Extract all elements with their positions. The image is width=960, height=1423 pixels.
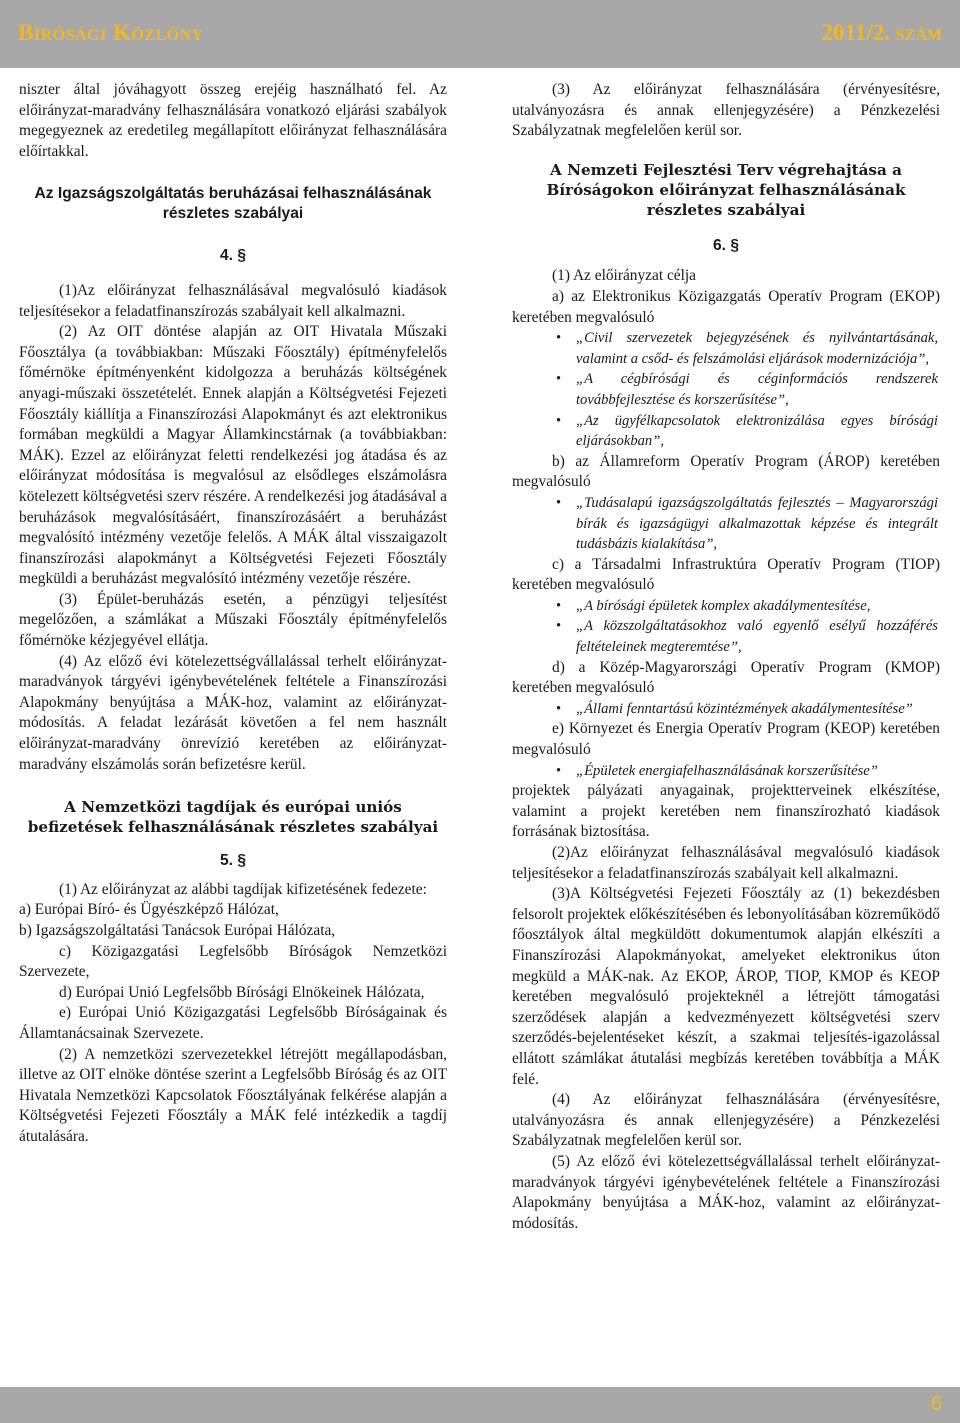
list-item: c) Közigazgatási Legfelsőbb Bíróságok Nemzetközi Szervezete,	[19, 942, 447, 981]
paragraph: (3) Az előirányzat felhasználására (érvényesítésre, utalványozásra és annak ellenjegyzésére) a Pénzkezelési Szabályzatnak megfelelően kerül sor.	[512, 81, 940, 140]
list-item: a) Európai Bíró- és Ügyészképző Hálózat,	[19, 901, 279, 919]
page-footer	[0, 1387, 960, 1423]
bullet-item: • „Tudásalapú igazságszolgáltatás fejlesztés – Magyarországi bírák és igazságügyi alkalmazottak képzése és integrált tudásbázis kialakítása”,	[512, 493, 940, 555]
section-title: A Nemzetközi tagdíjak és európai uniós befizetések felhasználásának részletes szabályai	[27, 798, 439, 837]
paragraph: (5) Az előző évi kötelezettségvállalással terhelt előirányzat-maradványok tárgyévi igénybevételének feltétele a Finanszírozási Alapokmány benyújtása a MÁK-hoz, valamint az előirányzat-módosítás.	[512, 1152, 940, 1232]
bullet-list	[512, 761, 940, 782]
paragraph: (1)Az előirányzat felhasználásával megvalósuló kiadások teljesítésekor a feladatfinanszírozás szabályait kell alkalmazni.	[19, 281, 447, 320]
paragraph: (4) Az előző évi kötelezettségvállalással terhelt előirányzat-maradványok tárgyévi igénybevételének feltétele a Finanszírozási Alapokmány benyújtása a MÁK-hoz, valamint az előirányzat-módosítás. A feladat lezárását követően a fel nem használt előirányzat-maradvány önrevízió keretében az előirányzat-maradvány elszámolás során befizetésre kerül.	[19, 652, 447, 773]
bullet-list	[512, 596, 940, 658]
issue-number: 2011/2. szám	[821, 20, 942, 45]
journal-title: Bírósági Közlöny	[18, 20, 204, 45]
list-item: a) az Elektronikus Közigazgatás Operatív Program (EKOP) keretében megvalósuló	[512, 287, 940, 326]
bullet-item: • „Civil szervezetek bejegyzésének és nyilvántartásának, valamint a csőd- és felszámolási eljárások modernizációja”,	[512, 328, 940, 369]
paragraph: (3)A Költségvetési Fejezeti Főosztály az (1) bekezdésben felsorolt projektek előkészítésében és lebonyolításában közreműködő főosztályok által megküldött dokumentumok alapján elkészíti a Finanszírozási Alapokmányokat, amelyeket elektronikus úton megküld a MÁK-nak. Az EKOP, ÁROP, TIOP, KMOP és KEOP keretében megvalósuló projekteknél a létrejött támogatási szerződések alapján a kedvezményezett költségvetési szerv szerződés-bejelentéseket készít, a szakmai teljesítés-igazolással ellátott számlákat átutalási megbízás keretében továbbítja a MÁK felé.	[512, 885, 940, 1088]
bullet-list	[512, 328, 940, 452]
paragraph: (1) Az előirányzat az alábbi tagdíjak kifizetésének fedezete:	[59, 880, 427, 898]
section-title: Az Igazságszolgáltatás beruházásai felhasználásának részletes szabályai	[34, 185, 432, 223]
bullet-item: • „Épületek energiafelhasználásának korszerűsítése”	[512, 761, 940, 782]
list-item: e) Európai Unió Közigazgatási Legfelsőbb Bíróságainak és Államtanácsainak Szervezete.	[19, 1004, 447, 1042]
bullet-item: • „Állami fenntartású közintézmények akadálymentesítése”	[512, 699, 940, 720]
list-item: d) Európai Unió Legfelsőbb Bírósági Elnökeinek Hálózata,	[59, 983, 425, 1001]
right-column	[512, 80, 940, 1234]
left-column	[19, 80, 447, 1148]
bullet-list	[512, 493, 940, 555]
paragraph: niszter által jóváhagyott összeg erejéig használható fel. Az előirányzat-maradvány felhasználására vonatkozó eljárási szabályok megegyeznek az eredetileg megállapított előirányzat felhasználására előírtakkal.	[19, 81, 447, 160]
paragraph: (3) Épület-beruházás esetén, a pénzügyi teljesítést megelőzően, a számlákat a Műszaki Főosztály építményfelelős főmérnöke kézjegyével ellátja.	[19, 590, 447, 650]
list-item: c) a Társadalmi Infrastruktúra Operatív Program (TIOP) keretében megvalósuló	[512, 555, 940, 594]
bullet-item: • „A bírósági épületek komplex akadálymentesítése,	[512, 596, 940, 617]
section-number: 4. §	[219, 247, 246, 265]
section-title: A Nemzeti Fejlesztési Terv végrehajtása a Bíróságokon előirányzat felhasználásának részletes szabályai	[546, 160, 906, 219]
bullet-item: • „A közszolgáltatásokhoz való egyenlő esélyű hozzáférés feltételeinek megteremtése”,	[512, 616, 940, 657]
bullet-list	[512, 699, 940, 720]
paragraph: (2) Az OIT döntése alapján az OIT Hivatala Műszaki Főosztálya (a továbbiakban: Műszaki Főosztály) építményfelelős főmérnöke építményenként kidolgozza a beruházás költségének anyagi-műszaki összetételét. Ennek alapján a Költségvetési Fejezeti Főosztály kiállítja a Finanszírozási Alapokmányt és azt elektronikus formában megküldi a Magyar Államkincstárnak (a továbbiakban: MÁK). Ezzel az előirányzat feletti rendelkezési jog átadása és az előirányzat módosítása is megvalósul az elsődleges elszámolásra kötelezett költségvetési szerv részére. A rendelkezési jog átadásával a beruházások megvalósításáért, finanszírozásáért a beruházást megvalósító intézmény vezetője felelős. A MÁK által visszaigazolt finanszírozási alapokmányt a Költségvetési Fejezeti Főosztály megküldi a beruházást megvalósító intézmény vezetője részére.	[19, 323, 447, 588]
section-number: 5. §	[219, 852, 246, 870]
section-number: 6. §	[712, 236, 739, 254]
bullet-item: • „A cégbírósági és céginformációs rendszerek továbbfejlesztése és korszerűsítése”,	[512, 369, 940, 410]
paragraph: (1) Az előirányzat célja	[552, 267, 696, 285]
list-item: b) Igazságszolgáltatási Tanácsok Európai Hálózata,	[19, 922, 336, 939]
list-item: d) a Közép-Magyarországi Operatív Program (KMOP) keretében megvalósuló	[512, 658, 940, 697]
paragraph: (2)Az előirányzat felhasználásával megvalósuló kiadások teljesítésekor a feladatfinanszírozás szabályait kell alkalmazni.	[512, 844, 940, 882]
paragraph: (4) Az előirányzat felhasználására (érvényesítésre, utalványozásra és annak ellenjegyzésére) a Pénzkezelési Szabályzatnak megfelelően kerül sor.	[512, 1091, 940, 1150]
journal-header	[0, 0, 960, 68]
list-item: e) Környezet és Energia Operatív Program (KEOP) keretében megvalósuló	[512, 720, 940, 759]
list-item: b) az Államreform Operatív Program (ÁROP) keretében megvalósuló	[512, 452, 940, 491]
bullet-item: • „Az ügyfélkapcsolatok elektronizálása egyes bírósági eljárásokban”,	[512, 411, 940, 452]
paragraph: projektek pályázati anyagainak, projektterveinek elkészítése, valamint a projekt keretében nem finanszírozható kiadások forrásának biztosítása.	[512, 782, 940, 841]
paragraph: (2) A nemzetközi szervezetekkel létrejött megállapodásban, illetve az OIT elnöke döntése szerint a Legfelsőbb Bíróság és az OIT Hivatala Nemzetközi Kapcsolatok Főosztályának felkérése alapján a Költségvetési Fejezeti Főosztály a MÁK felé intézkedik a tagdíj átutalására.	[19, 1045, 447, 1145]
page-number: 6	[930, 1393, 942, 1415]
